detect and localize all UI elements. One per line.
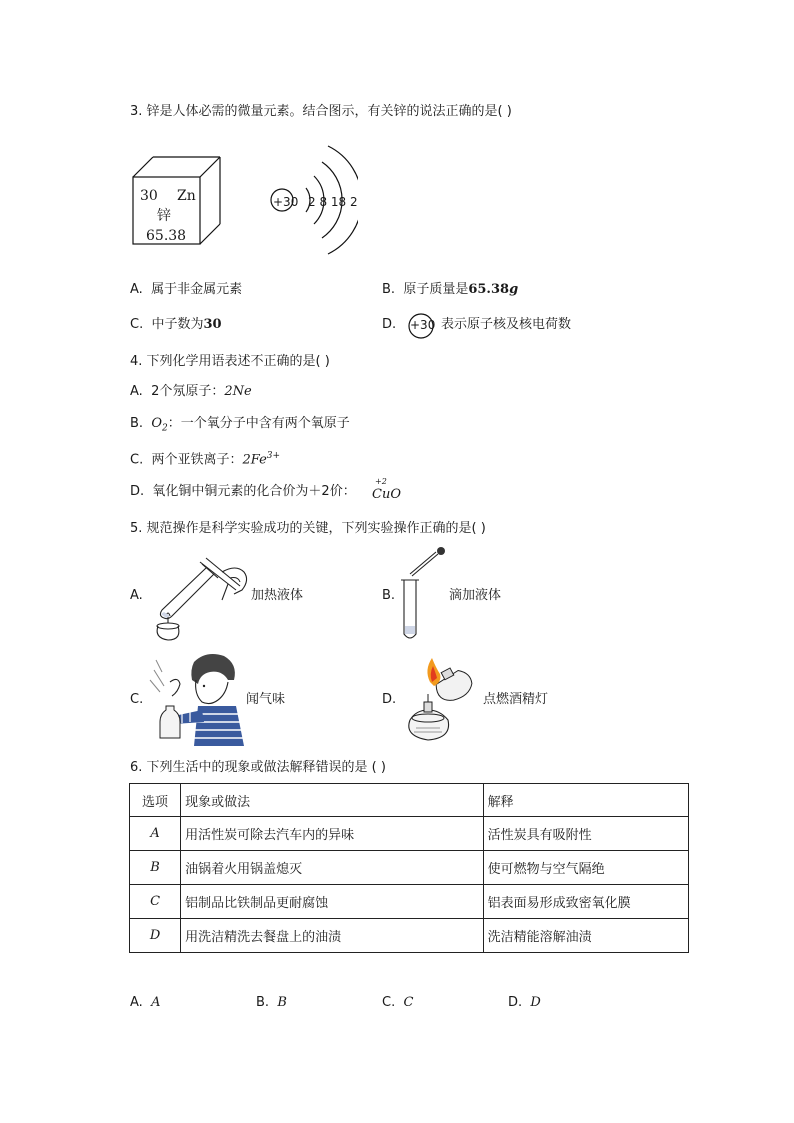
header-option: 选项 bbox=[130, 784, 181, 817]
q5-option-d-letter[interactable]: D. bbox=[382, 692, 397, 707]
option-formula-sup: 3+ bbox=[266, 451, 281, 461]
header-explanation: 解释 bbox=[483, 784, 688, 817]
q3-option-a[interactable] bbox=[130, 281, 242, 299]
answer-value: C bbox=[403, 995, 414, 1010]
answer-value: D bbox=[530, 995, 541, 1010]
option-letter: A. bbox=[130, 384, 143, 399]
option-unit: g bbox=[509, 282, 519, 297]
option-formula: 2Ne bbox=[224, 384, 252, 399]
option-text: 属于非金属元素 bbox=[151, 282, 243, 297]
q4-stem: 4. 下列化学用语表述不正确的是( ) bbox=[130, 354, 330, 369]
option-letter: D. bbox=[382, 317, 397, 332]
option-formula-sub: 2 bbox=[162, 423, 168, 434]
q6-answer-b[interactable] bbox=[256, 994, 287, 1012]
valence-mark: +2 bbox=[375, 477, 387, 486]
q6-answer-c[interactable] bbox=[382, 994, 413, 1012]
table-header-row bbox=[130, 784, 689, 817]
q4-option-d[interactable] bbox=[130, 483, 356, 501]
row-explanation: 洗洁精能溶解油渍 bbox=[483, 919, 688, 953]
q5-stem: 5. 规范操作是科学实验成功的关键，下列实验操作正确的是( ) bbox=[130, 521, 486, 536]
q4-option-c[interactable] bbox=[130, 447, 280, 469]
table-row bbox=[130, 817, 689, 851]
q4-option-a[interactable] bbox=[130, 383, 252, 401]
option-letter: D. bbox=[130, 484, 145, 499]
q5-option-d-caption: 点燃酒精灯 bbox=[483, 692, 549, 707]
q3-option-d[interactable] bbox=[382, 316, 396, 334]
answer-letter: C. bbox=[382, 995, 396, 1010]
q5-option-c-letter[interactable]: C. bbox=[130, 692, 144, 707]
row-key: A bbox=[130, 817, 181, 851]
lighting-lamp-illustration bbox=[400, 652, 484, 744]
option-text: 两个亚铁离子： bbox=[151, 452, 243, 468]
option-formula: O bbox=[151, 416, 162, 431]
row-key: B bbox=[130, 851, 181, 885]
dropping-liquid-illustration bbox=[398, 546, 450, 644]
cuo-formula: CuO bbox=[372, 487, 401, 502]
table-row bbox=[130, 851, 689, 885]
answer-value: A bbox=[151, 995, 161, 1010]
q6-stem: 6. 下列生活中的现象或做法解释错误的是 ( ) bbox=[130, 760, 386, 775]
option-letter: B. bbox=[130, 416, 144, 431]
row-explanation: 铝表面易形成致密氧化膜 bbox=[483, 885, 688, 919]
option-letter: C. bbox=[130, 452, 144, 468]
option-formula: 2Fe bbox=[242, 452, 267, 468]
q6-table bbox=[129, 783, 689, 953]
option-text: 中子数为 bbox=[151, 317, 204, 332]
option-text: 2个氖原子： bbox=[151, 384, 225, 399]
q5-option-c-caption: 闻气味 bbox=[246, 692, 286, 707]
q6-answer-d[interactable] bbox=[508, 994, 541, 1012]
element-mass: 65.38 bbox=[146, 228, 187, 244]
option-letter: B. bbox=[382, 282, 396, 297]
q6-answer-a[interactable] bbox=[130, 994, 160, 1012]
element-number: 30 bbox=[140, 188, 158, 204]
table-row bbox=[130, 885, 689, 919]
q3-stem: 3. 锌是人体必需的微量元素。结合图示，有关锌的说法正确的是( ) bbox=[130, 104, 512, 119]
atom-shells-label: 2 8 18 2 bbox=[308, 195, 358, 209]
option-value: 65.38 bbox=[468, 282, 510, 297]
answer-value: B bbox=[277, 995, 287, 1010]
option-d-text: 表示原子核及核电荷数 bbox=[441, 317, 572, 332]
q4-option-b[interactable] bbox=[130, 415, 350, 438]
row-phenomenon: 用洗洁精洗去餐盘上的油渍 bbox=[181, 919, 484, 953]
q5-option-a-letter[interactable]: A. bbox=[130, 588, 143, 603]
element-name: 锌 bbox=[157, 208, 171, 224]
option-d-nucleus: +30 bbox=[410, 318, 436, 332]
q5-option-b-letter[interactable]: B. bbox=[382, 588, 396, 603]
header-phenomenon: 现象或做法 bbox=[181, 784, 484, 817]
heating-liquid-illustration bbox=[144, 550, 252, 642]
option-value: 30 bbox=[203, 317, 222, 332]
row-phenomenon: 用活性炭可除去汽车内的异味 bbox=[181, 817, 484, 851]
q5-option-a-caption: 加热液体 bbox=[251, 588, 304, 603]
smelling-gas-illustration bbox=[148, 650, 246, 746]
row-explanation: 使可燃物与空气隔绝 bbox=[483, 851, 688, 885]
option-letter: A. bbox=[130, 282, 143, 297]
row-key: D bbox=[130, 919, 181, 953]
answer-letter: B. bbox=[256, 995, 270, 1010]
row-phenomenon: 铝制品比铁制品更耐腐蚀 bbox=[181, 885, 484, 919]
answer-letter: A. bbox=[130, 995, 143, 1010]
atom-nucleus-label: +30 bbox=[273, 195, 299, 209]
element-symbol: Zn bbox=[177, 188, 196, 204]
q5-option-b-caption: 滴加液体 bbox=[449, 588, 502, 603]
option-text: 氧化铜中铜元素的化合价为＋2价： bbox=[152, 484, 356, 499]
q3-option-b[interactable] bbox=[382, 281, 518, 299]
row-key: C bbox=[130, 885, 181, 919]
answer-letter: D. bbox=[508, 995, 523, 1010]
option-letter: C. bbox=[130, 317, 144, 332]
option-text: ：一个氧分子中含有两个氧原子 bbox=[167, 416, 350, 431]
option-text: 原子质量是 bbox=[403, 282, 469, 297]
table-row bbox=[130, 919, 689, 953]
row-explanation: 活性炭具有吸附性 bbox=[483, 817, 688, 851]
row-phenomenon: 油锅着火用锅盖熄灭 bbox=[181, 851, 484, 885]
q3-option-c[interactable] bbox=[130, 316, 222, 334]
